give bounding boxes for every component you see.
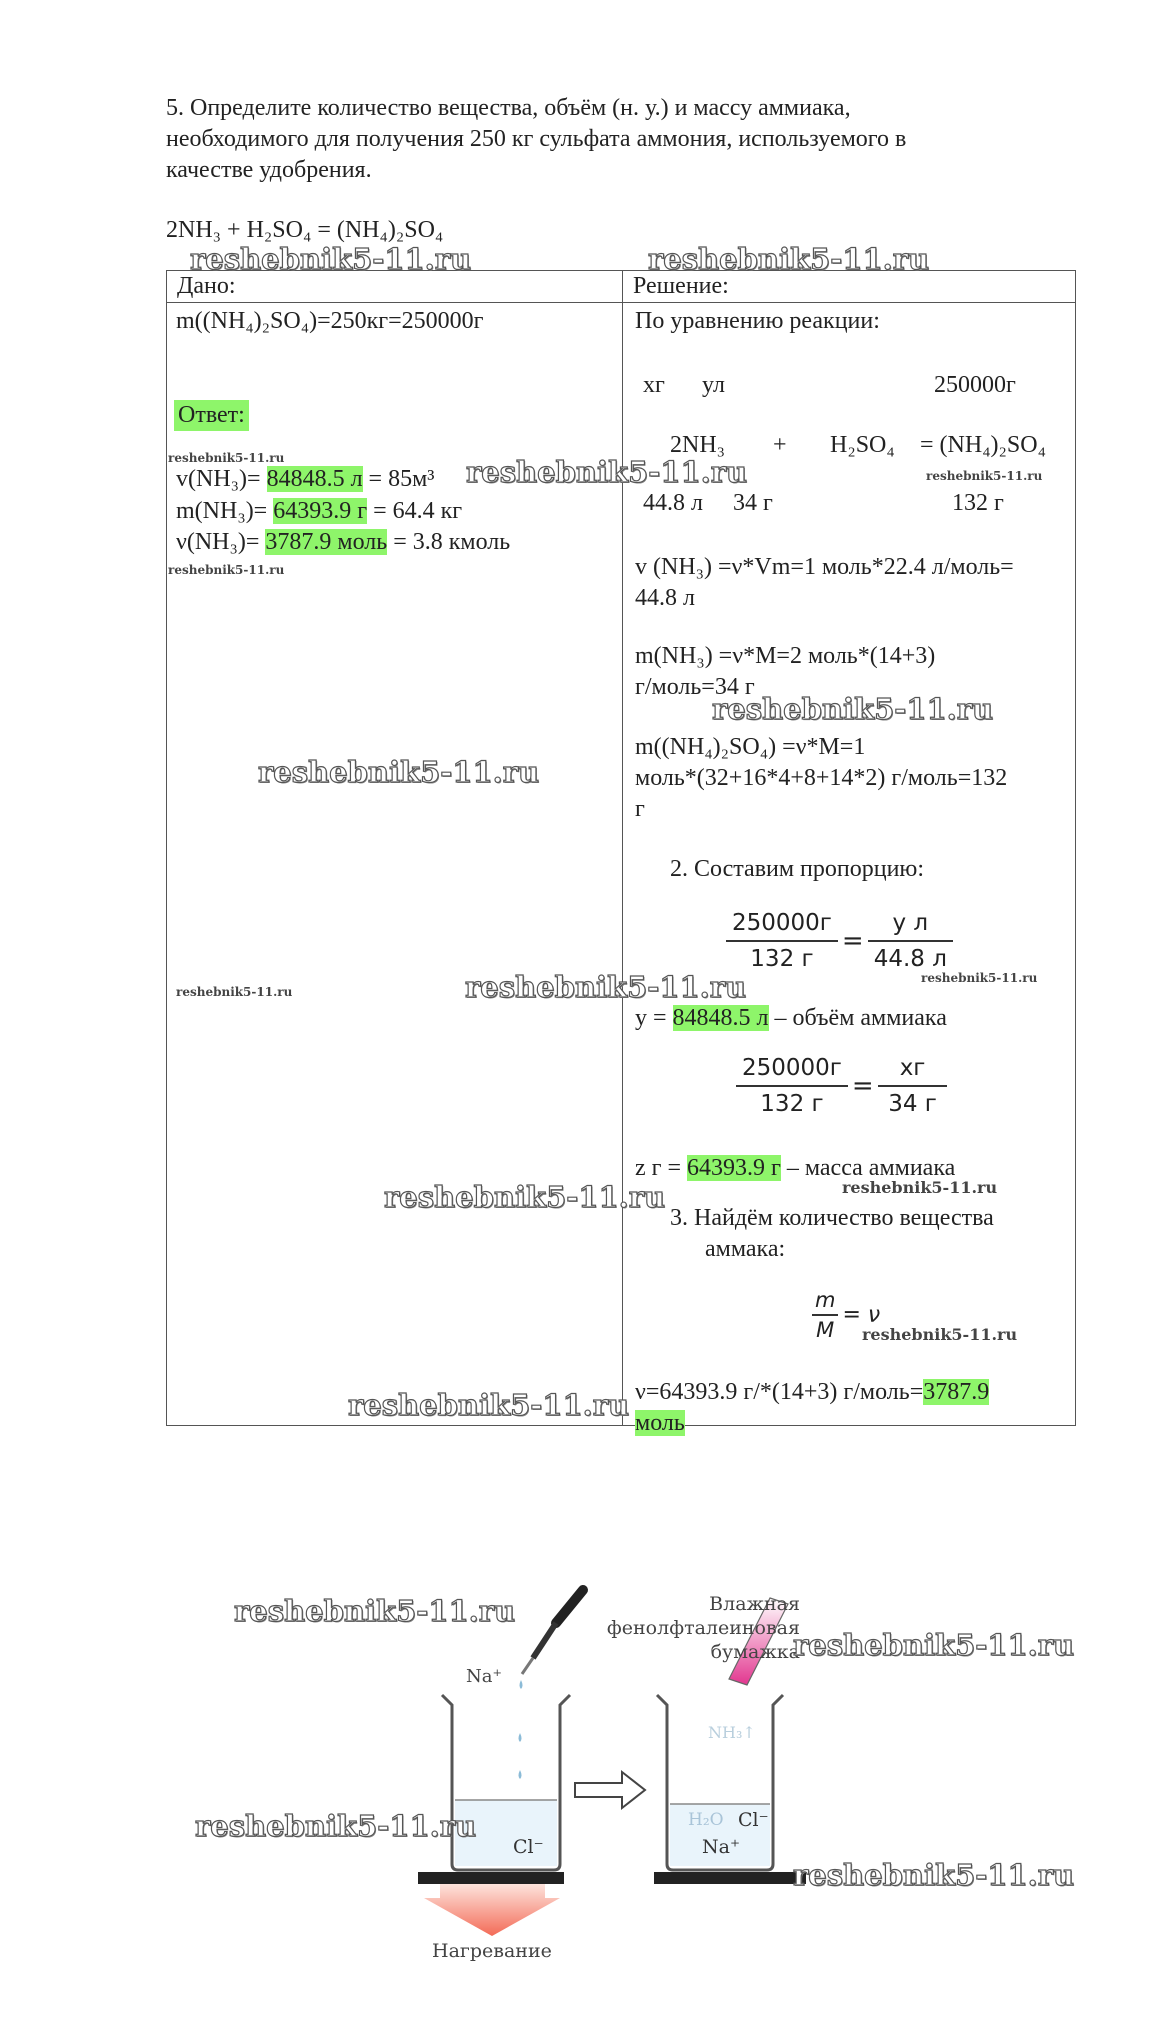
formula-nu: $\frac{m}{M}$ = ν <box>812 1288 880 1342</box>
problem-line-1: 5. Определите количество вещества, объём (н. у.) и массу аммиака, <box>166 95 851 121</box>
bottom-mass-product: 132 г <box>952 490 1004 516</box>
reaction-equation: 2NH₃ + H₂SO₄ = (NH₄)₂SO₄ <box>166 217 444 243</box>
result-amount: ν=64393.9 г/*(14+3) г/моль=3787.9 <box>635 1379 990 1405</box>
left-stand <box>418 1872 564 1884</box>
label-cl-left: Cl⁻ <box>513 1836 544 1858</box>
result-volume-value: 84848.5 л <box>672 1005 769 1031</box>
right-stand <box>654 1872 806 1884</box>
watermark: reshebnik5-11.ru <box>648 242 930 276</box>
top-x: хг <box>643 372 665 398</box>
calc-mass-line2: г/моль=34 г <box>635 674 755 700</box>
calc-product-line2: моль*(32+16*4+8+14*2) г/моль=132 <box>635 765 1008 791</box>
calc-product-line3: г <box>635 796 645 822</box>
watermark-small: reshebnik5-11.ru <box>862 1325 1018 1344</box>
problem-line-2: необходимого для получения 250 кг сульфата аммония, используемого в <box>166 126 907 152</box>
watermark: reshebnik5-11.ru <box>465 970 747 1004</box>
watermark: reshebnik5-11.ru <box>190 242 472 276</box>
watermark: reshebnik5-11.ru <box>258 755 540 789</box>
fraction-3: $\frac{250000г}{132 г}$ <box>736 1055 848 1117</box>
result-volume: у = 84848.5 л – объём аммиака <box>635 1005 947 1031</box>
answer-amount-value: 3787.9 моль <box>265 529 388 555</box>
watermark: reshebnik5-11.ru <box>384 1180 666 1214</box>
label-nh3-gas: NH₃↑ <box>708 1723 756 1742</box>
watermark: reshebnik5-11.ru <box>793 1858 1075 1892</box>
given-header: Дано: <box>177 273 236 299</box>
answer-mass: m(NH₃)= 64393.9 г = 64.4 кг <box>176 498 463 524</box>
watermark: reshebnik5-11.ru <box>466 455 748 489</box>
top-y: ул <box>702 372 725 398</box>
watermark-small: reshebnik5-11.ru <box>168 451 285 465</box>
answer-mass-value: 64393.9 г <box>273 498 368 524</box>
label-paper: Влажная фенолфталеиновая бумажка <box>606 1593 800 1663</box>
bottom-mass-nh3: 34 г <box>733 490 773 516</box>
watermark: reshebnik5-11.ru <box>195 1809 477 1843</box>
step-2: 2. Составим пропорцию: <box>670 856 925 882</box>
by-equation: По уравнению реакции: <box>635 308 880 334</box>
watermark: reshebnik5-11.ru <box>234 1594 516 1628</box>
result-amount-value: 3787.9 <box>923 1379 990 1405</box>
label-h2o: H₂O <box>688 1810 724 1830</box>
bottom-volume: 44.8 л <box>643 490 703 516</box>
answer-volume: v(NH₃)= 84848.5 л = 85м³ <box>176 466 435 492</box>
watermark: reshebnik5-11.ru <box>793 1628 1075 1662</box>
problem-line-3: качестве удобрения. <box>166 157 372 183</box>
label-na-top: Na⁺ <box>466 1666 502 1687</box>
label-heating: Нагревание <box>432 1940 552 1962</box>
answer-amount: ν(NH₃)= 3787.9 моль = 3.8 кмоль <box>176 529 511 555</box>
eq-plus: + <box>773 432 787 458</box>
fraction-4: $\frac{хг}{34 г}$ <box>878 1055 948 1117</box>
label-cl-right: Cl⁻ <box>738 1809 769 1831</box>
eq-product: = (NH₄)₂SO₄ <box>920 432 1046 458</box>
watermark: reshebnik5-11.ru <box>348 1388 630 1422</box>
watermark-small: reshebnik5-11.ru <box>168 563 285 577</box>
calc-volume-line2: 44.8 л <box>635 585 695 611</box>
step-3-line2: аммака: <box>705 1236 786 1262</box>
pipette <box>520 1590 584 1689</box>
reaction-arrow <box>575 1772 645 1808</box>
proportion-2: $\frac{250000г}{132 г}$ = $\frac{хг}{34 г}$ <box>736 1055 947 1117</box>
left-beaker <box>442 1695 570 1870</box>
fraction-2: $\frac{\text{у л}}{44.8 л}$ <box>868 910 953 972</box>
result-mass-value: 64393.9 г <box>687 1155 781 1181</box>
answer-volume-value: 84848.5 л <box>266 466 363 492</box>
fraction-1: $\frac{250000г}{132 г}$ <box>726 910 838 972</box>
calc-volume-line1: v (NH₃) =ν*Vm=1 моль*22.4 л/моль= <box>635 554 1014 580</box>
step-3-line1: 3. Найдём количество вещества <box>670 1205 994 1231</box>
result-amount-unit: моль <box>635 1410 685 1436</box>
top-mass: 250000г <box>934 372 1016 398</box>
watermark-small: reshebnik5-11.ru <box>842 1178 998 1197</box>
proportion-1: $\frac{250000г}{132 г}$ = $\frac{\text{у л}}{44.8 л}$ <box>726 910 953 972</box>
solution-header: Решение: <box>633 273 729 299</box>
answer-label: Ответ: <box>174 400 249 431</box>
watermark-small: reshebnik5-11.ru <box>921 971 1038 985</box>
given-mass: m((NH₄)₂SO₄)=250кг=250000г <box>176 308 484 334</box>
result-mass: z г = 64393.9 г – масса аммиака <box>635 1155 956 1181</box>
eq-nh3: 2NH₃ <box>670 432 726 458</box>
label-na-right: Na⁺ <box>702 1836 740 1858</box>
watermark: reshebnik5-11.ru <box>712 692 994 726</box>
heating-arrow <box>424 1884 560 1936</box>
calc-mass-line1: m(NH₃) =ν*M=2 моль*(14+3) <box>635 643 936 669</box>
watermark-small: reshebnik5-11.ru <box>176 985 293 999</box>
watermark-small: reshebnik5-11.ru <box>926 469 1043 483</box>
eq-h2so4: H₂SO₄ <box>830 432 895 458</box>
calc-product-line1: m((NH₄)₂SO₄) =ν*M=1 <box>635 734 866 760</box>
